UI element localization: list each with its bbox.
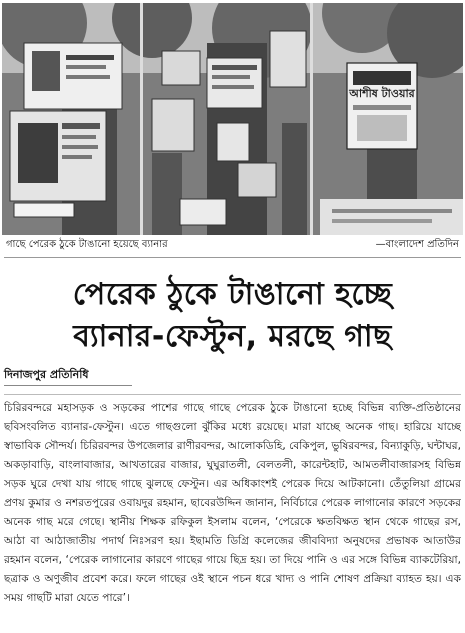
byline: দিনাজপুর প্রতিনিধি	[4, 368, 89, 381]
news-photo	[2, 3, 463, 235]
divider	[4, 394, 461, 395]
photo-credit: —বাংলাদেশ প্রতিদিন	[375, 239, 459, 250]
photo-caption	[4, 237, 461, 253]
byline-underline	[4, 385, 132, 386]
headline-line-1: পেরেক ঠুকে টাঙানো হচ্ছে	[72, 277, 393, 312]
poster-text: আশীষ টাওয়ার	[349, 87, 415, 100]
photo-collage	[2, 3, 463, 235]
divider	[4, 257, 461, 258]
article-body: চিরিরবন্দরে মহাসড়ক ও সড়কের পাশের গাছে গাছে পেরেক ঠুকে টাঙানো হচ্ছে বিভিন্ন ব্যক্তি-প্রতিষ্ঠানের ছবিসংবলিত ব্যানার-ফেস্টুন। এতে গাছগুলো ঝুঁকির মধ্যে রয়েছে। মারা যাচ্ছে অনেক গাছ। হারিয়ে যাচ্ছে স্বাভাবিক সৌন্দর্য। চিরিরবন্দর উপজেলার রাণীরবন্দর, আলোকডিহি, বেকিপুল, ভুষিরবন্দর, বিন্যাকুড়ি, ঘন্টাঘর, অকড়াবাড়ি, বাংলাবাজার, আখতারের বাজার, ঘুঘুরাতলী, বেলতলী, কারেন্টহাট, আমতলীবাজারসহ বিভিন্ন সড়ক ঘুরে দেখা যায় গাছে গাছে ঝুলছে ফেস্টুন। এর অধিকাংশই পেরেক দিয়ে আটকানো। তেঁতুলিয়া গ্রামের প্রণয় কুমার ও নশরতপুরের ওবায়দুর রহমান, ছাবেরউদ্দিন জানান, নির্বিচারে পেরেক লাগানোর কারণে সড়কের অনেক গাছ মরে গেছে। স্থানীয় শিক্ষক রফিকুল ইসলাম বলেন, ‘পেরেকে ক্ষতবিক্ষত স্থান থেকে গাছের রস, আঠা বা আঠাজাতীয় পদার্থ নিঃসরণ হয়। ইছামতি ডিগ্রি কলেজের জীববিদ্যা অনুষদের প্রভাষক আতাউর রহমান বলেন, ‘পেরেক লাগানোর কারণে গাছের গায়ে ছিদ্র হয়। তা দিয়ে পানি ও এর সঙ্গে বিভিন্ন ব্যাকটেরিয়া, ছত্রাক ও অণুজীব প্রবেশ করে। ফলে গাছের ওই স্থানে পচন ধরে খাদ্য ও পানি শোষণ প্রক্রিয়া ব্যাহত হয়। এক সময় গাছটি মারা যেতে পারে’।	[4, 402, 461, 604]
caption-text: গাছে পেরেক ঠুকে টাঙানো হয়েছে ব্যানার	[6, 239, 168, 250]
headline-line-2: ব্যানার-ফেস্টুন, মরছে গাছ	[73, 319, 392, 354]
